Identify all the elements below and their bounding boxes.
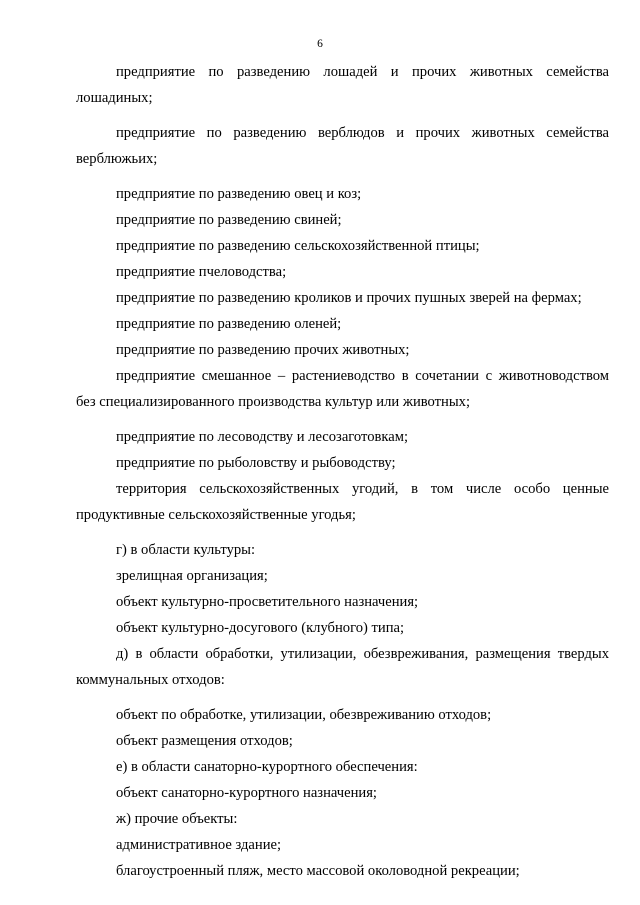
paragraph: предприятие по разведению прочих животных; xyxy=(116,342,410,358)
paragraph: предприятие по разведению кроликов и прочих пушных зверей на фермах; xyxy=(116,290,582,306)
paragraph: предприятие по лесоводству и лесозаготовкам; xyxy=(116,429,409,445)
paragraph: объект по обработке, утилизации, обезвреживанию отходов; xyxy=(116,707,492,723)
paragraph: территория сельскохозяйственных угодий, в том числе особо ценные продуктивные сельскохозяйственные угодья; xyxy=(76,481,609,523)
section-heading: ж) прочие объекты: xyxy=(116,811,238,827)
paragraph: предприятие по разведению свиней; xyxy=(116,212,342,228)
paragraph: объект размещения отходов; xyxy=(116,733,293,749)
section-heading: е) в области санаторно-курортного обеспечения: xyxy=(116,759,418,775)
paragraph: предприятие по разведению верблюдов и прочих животных семейства верблюжьих; xyxy=(76,125,609,167)
section-heading: д) в области обработки, утилизации, обезвреживания, размещения твердых коммунальных отходов: xyxy=(76,646,609,688)
paragraph: административное здание; xyxy=(116,837,282,853)
document-body xyxy=(76,59,609,884)
page-number: 6 xyxy=(317,38,323,50)
section-heading: г) в области культуры: xyxy=(116,542,256,558)
paragraph: предприятие по разведению овец и коз; xyxy=(116,186,362,202)
paragraph: предприятие по разведению лошадей и прочих животных семейства лошадиных; xyxy=(76,64,609,106)
paragraph: объект культурно-просветительного назначения; xyxy=(116,594,419,610)
paragraph: предприятие по рыболовству и рыбоводству; xyxy=(116,455,396,471)
paragraph: объект санаторно-курортного назначения; xyxy=(116,785,377,801)
paragraph: зрелищная организация; xyxy=(116,568,268,584)
paragraph: предприятие по разведению оленей; xyxy=(116,316,342,332)
paragraph: объект культурно-досугового (клубного) типа; xyxy=(116,620,405,636)
paragraph: предприятие пчеловодства; xyxy=(116,264,287,280)
paragraph: предприятие по разведению сельскохозяйственной птицы; xyxy=(116,238,480,254)
paragraph: благоустроенный пляж, место массовой околоводной рекреации; xyxy=(116,863,520,879)
paragraph: предприятие смешанное – растениеводство в сочетании с животноводством без специализированного производства культур или животных; xyxy=(76,368,609,410)
